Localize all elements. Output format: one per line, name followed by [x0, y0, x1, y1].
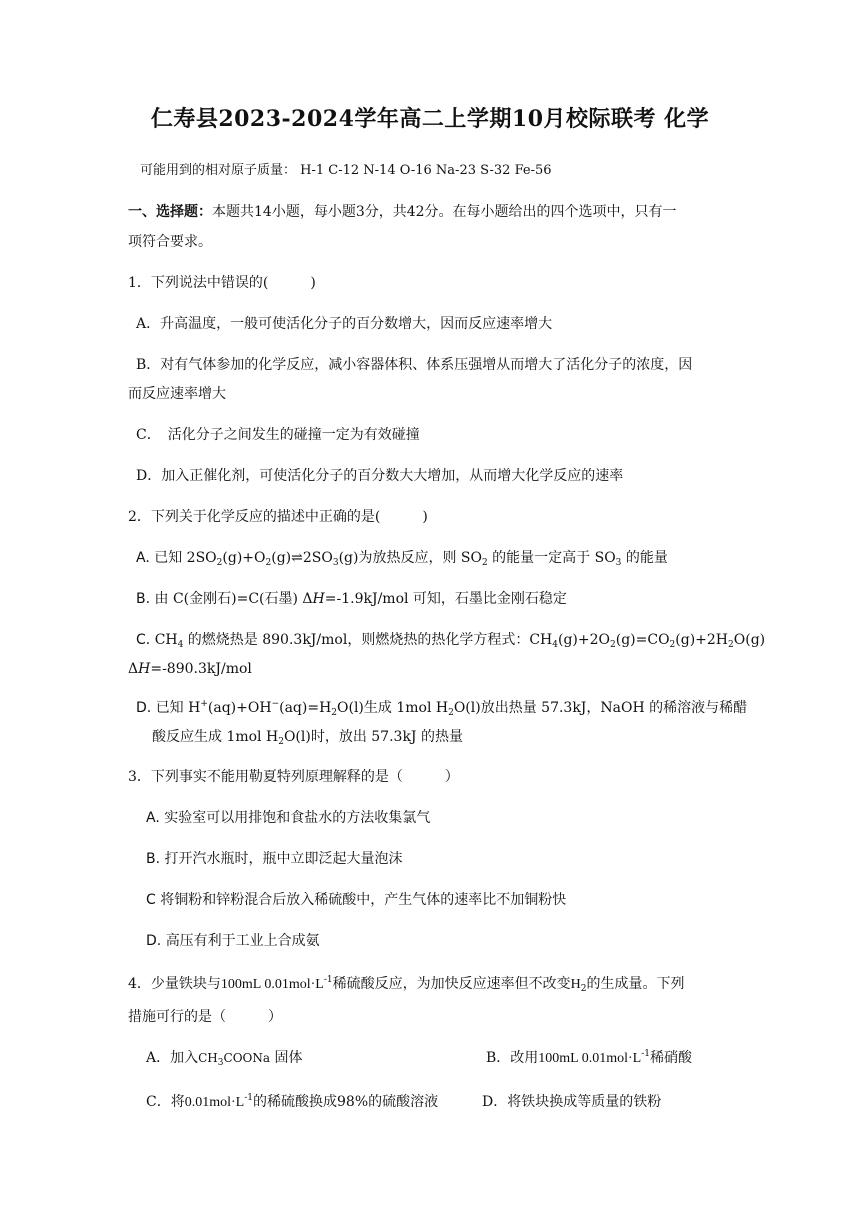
section-1-intro	[128, 203, 677, 221]
q2-c-text: $CH_4$ 的燃烧热是 890.3kJ/mol，则燃烧热的热化学方程式：$CH_4(g)+2O_2(g)=CO_2(g)+2H_2O(g)$	[154, 632, 766, 650]
q2-option-a	[136, 549, 668, 567]
section-1-heading: 一、选择题：	[128, 204, 212, 220]
q3-option-a: A. 实验室可以用排饱和食盐水的方法收集氯气	[146, 810, 431, 826]
q2-option-d	[136, 699, 747, 717]
atomic-masses-note: 可能用到的相对原子质量： H-1 C-12 N-14 O-16 Na-23 S-32 Fe-56	[140, 163, 552, 178]
q2-b-text: 由 C(金刚石)=C(石墨) ΔH=-1.9kJ/mol 可知，石墨比金刚石稳定	[154, 591, 567, 607]
q3-option-d: D. 高压有利于工业上合成氨	[146, 933, 320, 949]
q2-option-c	[136, 631, 765, 649]
q2-option-c-cont: ΔH=-890.3kJ/mol	[128, 661, 252, 677]
q2-stem: 2．下列关于化学反应的描述中正确的是( )	[128, 509, 428, 525]
q3-option-c: C 将铜粉和锌粉混合后放入稀硫酸中，产生气体的速率比不加铜粉快	[146, 892, 567, 908]
q2-option-b-label: B.	[136, 591, 151, 607]
q2-option-c-label: C.	[136, 632, 151, 648]
q1-stem: 1．下列说法中错误的( )	[128, 275, 316, 291]
q2-option-d-cont: 酸反应生成 1mol $H_2O(l)$时，放出 57.3kJ 的热量	[152, 729, 463, 747]
q2-a-text: 已知 $2SO_2(g)+O_2(g)\rightleftharpoons 2SO_3(g)$为放热反应，则 $SO_2$ 的能量一定高于 $SO_3$ 的能量	[154, 550, 668, 568]
q4-stem: 4．少量铁块与100mL $0.01mol\cdot L^{-1}$稀硫酸反应，为加快反应速率但不改变$H_2$的生成量。下列	[128, 975, 685, 994]
q2-d-text: 已知 $H^+(aq)+OH^-(aq)=H_2O(l)$生成 1mol $H_2O(l)$放出热量 57.3kJ，NaOH 的稀溶液与稀醋	[155, 699, 748, 718]
q4-option-b: B．改用100mL $0.01mol\cdot L^{-1}$稀硝酸	[486, 1049, 692, 1066]
q4-stem-cont: 措施可行的是（ ）	[128, 1009, 282, 1025]
q1-option-a: A．升高温度，一般可使活化分子的百分数增大，因而反应速率增大	[136, 316, 553, 332]
q1-option-c: C． 活化分子之间发生的碰撞一定为有效碰撞	[136, 427, 420, 443]
q4-option-d: D．将铁块换成等质量的铁粉	[482, 1094, 662, 1110]
q3-stem: 3．下列事实不能用勒夏特列原理解释的是（ ）	[128, 769, 459, 785]
section-1-text-cont: 项符合要求。	[128, 234, 212, 250]
q2-option-d-label: D.	[136, 700, 152, 716]
page-title: 仁寿县2023-2024学年高二上学期10月校际联考 化学	[150, 106, 710, 132]
q4-option-c: C．将$0.01mol\cdot L^{-1}$的稀硫酸换成98%的硫酸溶液	[146, 1093, 439, 1110]
q1-option-d: D．加入正催化剂，可使活化分子的百分数大大增加，从而增大化学反应的速率	[136, 468, 624, 484]
q4-option-a: A．加入$CH_3COONa$ 固体	[146, 1050, 303, 1068]
q3-option-b: B. 打开汽水瓶时，瓶中立即泛起大量泡沫	[146, 851, 403, 867]
q1-option-b-cont: 而反应速率增大	[128, 386, 226, 402]
q2-option-b	[136, 590, 567, 608]
q1-option-b: B．对有气体参加的化学反应，减小容器体积、体系压强增从而增大了活化分子的浓度，因	[136, 357, 693, 373]
section-1-text: 本题共14小题，每小题3分，共42分。在每小题给出的四个选项中，只有一	[212, 204, 677, 220]
q2-option-a-label: A.	[136, 550, 150, 566]
